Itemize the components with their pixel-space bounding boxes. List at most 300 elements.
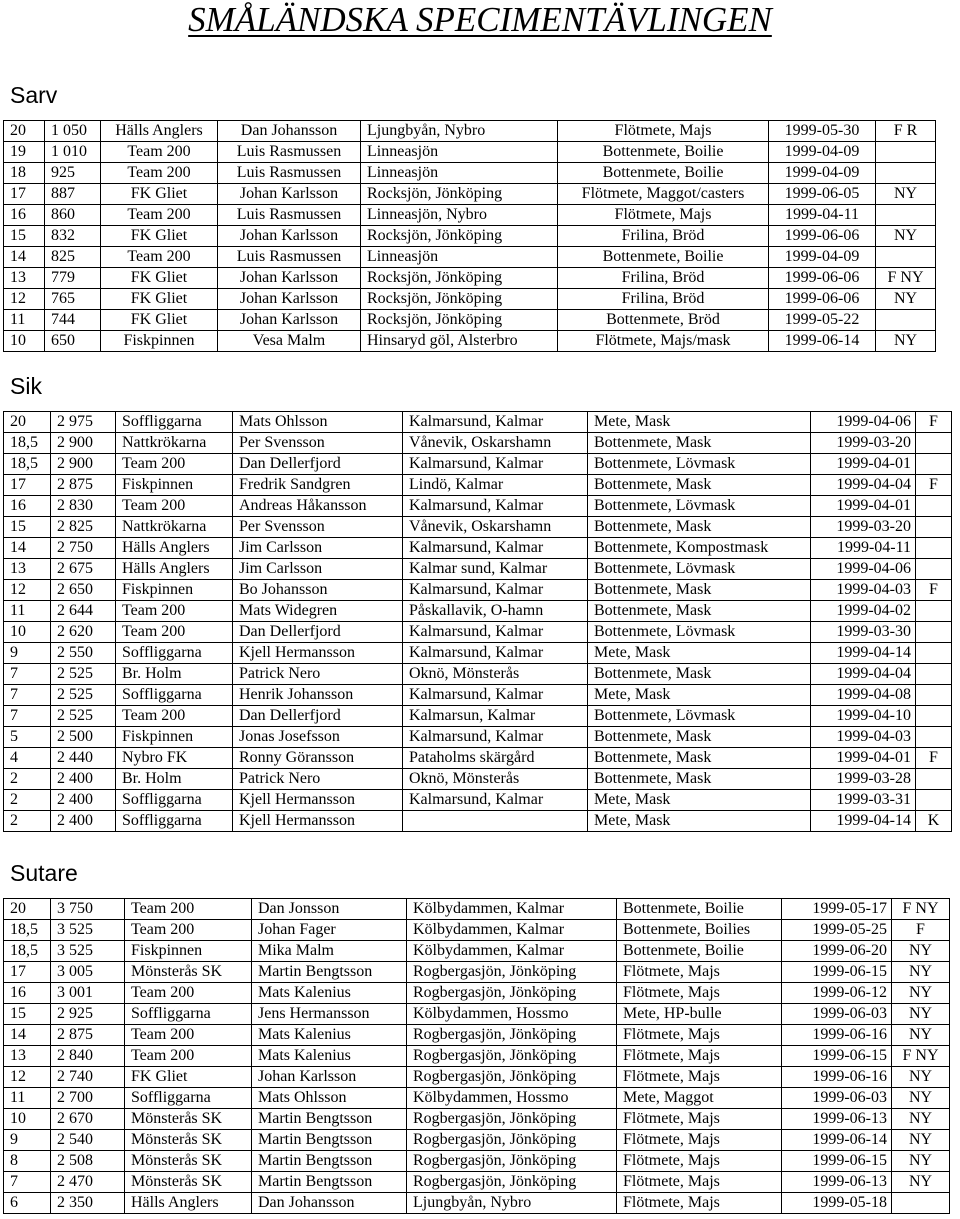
weight-cell: 2 350: [51, 1193, 125, 1214]
date-cell: 1999-04-09: [769, 163, 876, 184]
method-cell: Flötmete, Majs: [617, 1109, 782, 1130]
angler-cell: Fredrik Sandgren: [233, 475, 403, 496]
club-cell: Fiskpinnen: [116, 475, 233, 496]
points-cell: 17: [4, 184, 45, 205]
method-cell: Flötmete, Majs: [617, 1151, 782, 1172]
method-cell: Mete, Mask: [588, 685, 811, 706]
weight-cell: 2 470: [51, 1172, 125, 1193]
table-row: [4, 1193, 950, 1214]
method-cell: Bottenmete, Mask: [588, 475, 811, 496]
angler-cell: Johan Karlsson: [218, 226, 361, 247]
date-cell: 1999-04-04: [811, 664, 916, 685]
angler-cell: Johan Karlsson: [218, 184, 361, 205]
weight-cell: 2 400: [51, 769, 116, 790]
note-cell: NY: [892, 1025, 950, 1046]
angler-cell: Per Svensson: [233, 517, 403, 538]
club-cell: Soffliggarna: [116, 685, 233, 706]
note-cell: [876, 163, 936, 184]
date-cell: 1999-05-30: [769, 121, 876, 142]
weight-cell: 2 508: [51, 1151, 125, 1172]
note-cell: NY: [876, 226, 936, 247]
table-row: [4, 1025, 950, 1046]
date-cell: 1999-04-03: [811, 580, 916, 601]
points-cell: 2: [4, 811, 51, 832]
points-cell: 16: [4, 205, 45, 226]
angler-cell: Luis Rasmussen: [218, 247, 361, 268]
location-cell: Kalmarsund, Kalmar: [403, 412, 588, 433]
points-cell: 2: [4, 790, 51, 811]
points-cell: 14: [4, 538, 51, 559]
club-cell: Fiskpinnen: [125, 941, 252, 962]
angler-cell: Jonas Josefsson: [233, 727, 403, 748]
weight-cell: 2 750: [51, 538, 116, 559]
weight-cell: 650: [45, 331, 101, 352]
table-row: [4, 664, 952, 685]
weight-cell: 2 540: [51, 1130, 125, 1151]
club-cell: Team 200: [125, 983, 252, 1004]
table-row: [4, 1067, 950, 1088]
weight-cell: 2 525: [51, 664, 116, 685]
date-cell: 1999-04-08: [811, 685, 916, 706]
angler-cell: Jens Hermansson: [252, 1004, 407, 1025]
location-cell: Ljungbyån, Nybro: [361, 121, 558, 142]
location-cell: Kalmarsund, Kalmar: [403, 622, 588, 643]
table-row: [4, 580, 952, 601]
points-cell: 13: [4, 268, 45, 289]
weight-cell: 2 650: [51, 580, 116, 601]
club-cell: Team 200: [116, 601, 233, 622]
location-cell: Kalmarsund, Kalmar: [403, 727, 588, 748]
angler-cell: Dan Johansson: [252, 1193, 407, 1214]
location-cell: Linneasjön: [361, 163, 558, 184]
club-cell: FK Gliet: [101, 184, 218, 205]
club-cell: FK Gliet: [101, 268, 218, 289]
angler-cell: Dan Dellerfjord: [233, 622, 403, 643]
method-cell: Frilina, Bröd: [558, 289, 769, 310]
weight-cell: 765: [45, 289, 101, 310]
angler-cell: Martin Bengtsson: [252, 962, 407, 983]
method-cell: Bottenmete, Mask: [588, 517, 811, 538]
note-cell: [916, 559, 952, 580]
points-cell: 10: [4, 1109, 51, 1130]
club-cell: Fiskpinnen: [116, 580, 233, 601]
points-cell: 14: [4, 1025, 51, 1046]
points-cell: 7: [4, 685, 51, 706]
note-cell: NY: [892, 941, 950, 962]
date-cell: 1999-03-20: [811, 433, 916, 454]
points-cell: 4: [4, 748, 51, 769]
date-cell: 1999-03-20: [811, 517, 916, 538]
note-cell: [916, 790, 952, 811]
table-row: [4, 184, 936, 205]
weight-cell: 825: [45, 247, 101, 268]
note-cell: [916, 454, 952, 475]
club-cell: Nattkrökarna: [116, 517, 233, 538]
table-row: [4, 496, 952, 517]
location-cell: [403, 811, 588, 832]
weight-cell: 2 900: [51, 433, 116, 454]
date-cell: 1999-06-15: [782, 1046, 892, 1067]
weight-cell: 2 840: [51, 1046, 125, 1067]
angler-cell: Kjell Hermansson: [233, 811, 403, 832]
location-cell: Kalmarsund, Kalmar: [403, 538, 588, 559]
location-cell: Rogbergasjön, Jönköping: [407, 1130, 617, 1151]
method-cell: Flötmete, Maggot/casters: [558, 184, 769, 205]
note-cell: [916, 496, 952, 517]
table-row: [4, 1172, 950, 1193]
angler-cell: Henrik Johansson: [233, 685, 403, 706]
location-cell: Vånevik, Oskarshamn: [403, 433, 588, 454]
method-cell: Bottenmete, Mask: [588, 580, 811, 601]
table-row: [4, 1130, 950, 1151]
date-cell: 1999-04-14: [811, 643, 916, 664]
location-cell: Kölbydammen, Kalmar: [407, 920, 617, 941]
table-row: [4, 920, 950, 941]
points-cell: 18,5: [4, 454, 51, 475]
table-row: [4, 748, 952, 769]
points-cell: 18,5: [4, 433, 51, 454]
table-row: [4, 1046, 950, 1067]
points-cell: 18,5: [4, 941, 51, 962]
club-cell: Hälls Anglers: [125, 1193, 252, 1214]
sutare-table: [3, 898, 950, 1214]
location-cell: Kölbydammen, Kalmar: [407, 899, 617, 920]
method-cell: Frilina, Bröd: [558, 268, 769, 289]
angler-cell: Vesa Malm: [218, 331, 361, 352]
points-cell: 16: [4, 983, 51, 1004]
date-cell: 1999-04-10: [811, 706, 916, 727]
points-cell: 18: [4, 163, 45, 184]
method-cell: Flötmete, Majs: [558, 205, 769, 226]
date-cell: 1999-06-06: [769, 289, 876, 310]
points-cell: 13: [4, 1046, 51, 1067]
club-cell: Fiskpinnen: [116, 727, 233, 748]
note-cell: NY: [876, 331, 936, 352]
method-cell: Bottenmete, Boilies: [617, 920, 782, 941]
angler-cell: Jim Carlsson: [233, 559, 403, 580]
weight-cell: 2 900: [51, 454, 116, 475]
location-cell: Rogbergasjön, Jönköping: [407, 983, 617, 1004]
date-cell: 1999-04-09: [769, 247, 876, 268]
angler-cell: Martin Bengtsson: [252, 1151, 407, 1172]
date-cell: 1999-04-02: [811, 601, 916, 622]
note-cell: F NY: [876, 268, 936, 289]
location-cell: Kalmar sund, Kalmar: [403, 559, 588, 580]
points-cell: 12: [4, 580, 51, 601]
note-cell: NY: [892, 1067, 950, 1088]
location-cell: Kalmarsund, Kalmar: [403, 790, 588, 811]
weight-cell: 2 400: [51, 811, 116, 832]
table-row: [4, 142, 936, 163]
weight-cell: 2 550: [51, 643, 116, 664]
location-cell: Oknö, Mönsterås: [403, 769, 588, 790]
points-cell: 12: [4, 289, 45, 310]
table-row: [4, 769, 952, 790]
note-cell: [916, 664, 952, 685]
method-cell: Bottenmete, Mask: [588, 664, 811, 685]
angler-cell: Luis Rasmussen: [218, 142, 361, 163]
section-heading-sarv: Sarv: [10, 82, 58, 108]
points-cell: 17: [4, 475, 51, 496]
date-cell: 1999-04-04: [811, 475, 916, 496]
points-cell: 20: [4, 412, 51, 433]
table-row: [4, 643, 952, 664]
angler-cell: Martin Bengtsson: [252, 1130, 407, 1151]
page-title: SMÅLÄNDSKA SPECIMENTÄVLINGEN: [188, 0, 772, 39]
location-cell: Rocksjön, Jönköping: [361, 289, 558, 310]
method-cell: Flötmete, Majs: [617, 1172, 782, 1193]
angler-cell: Mats Kalenius: [252, 1046, 407, 1067]
table-row: [4, 790, 952, 811]
note-cell: NY: [892, 1004, 950, 1025]
method-cell: Bottenmete, Mask: [588, 769, 811, 790]
weight-cell: 3 525: [51, 920, 125, 941]
weight-cell: 2 525: [51, 685, 116, 706]
table-row: [4, 1151, 950, 1172]
club-cell: Mönsterås SK: [125, 1172, 252, 1193]
weight-cell: 3 750: [51, 899, 125, 920]
date-cell: 1999-04-06: [811, 559, 916, 580]
points-cell: 11: [4, 310, 45, 331]
date-cell: 1999-06-16: [782, 1067, 892, 1088]
points-cell: 10: [4, 622, 51, 643]
note-cell: [916, 433, 952, 454]
points-cell: 19: [4, 142, 45, 163]
weight-cell: 2 700: [51, 1088, 125, 1109]
method-cell: Bottenmete, Lövmask: [588, 706, 811, 727]
angler-cell: Luis Rasmussen: [218, 205, 361, 226]
method-cell: Flötmete, Majs: [617, 1067, 782, 1088]
method-cell: Bottenmete, Mask: [588, 727, 811, 748]
method-cell: Bottenmete, Lövmask: [588, 622, 811, 643]
method-cell: Flötmete, Majs: [617, 1193, 782, 1214]
club-cell: Team 200: [101, 163, 218, 184]
table-row: [4, 205, 936, 226]
points-cell: 7: [4, 664, 51, 685]
angler-cell: Patrick Nero: [233, 664, 403, 685]
points-cell: 17: [4, 962, 51, 983]
location-cell: Kalmarsund, Kalmar: [403, 685, 588, 706]
location-cell: Kölbydammen, Kalmar: [407, 941, 617, 962]
angler-cell: Martin Bengtsson: [252, 1172, 407, 1193]
angler-cell: Jim Carlsson: [233, 538, 403, 559]
method-cell: Bottenmete, Boilie: [558, 142, 769, 163]
location-cell: Linneasjön: [361, 142, 558, 163]
club-cell: Soffliggarna: [116, 643, 233, 664]
angler-cell: Dan Dellerfjord: [233, 706, 403, 727]
table-row: [4, 412, 952, 433]
table-row: [4, 163, 936, 184]
points-cell: 11: [4, 1088, 51, 1109]
method-cell: Bottenmete, Lövmask: [588, 454, 811, 475]
method-cell: Flötmete, Majs: [558, 121, 769, 142]
table-row: [4, 289, 936, 310]
date-cell: 1999-04-09: [769, 142, 876, 163]
weight-cell: 1 010: [45, 142, 101, 163]
table-row: [4, 475, 952, 496]
note-cell: NY: [892, 962, 950, 983]
club-cell: Fiskpinnen: [101, 331, 218, 352]
location-cell: Rogbergasjön, Jönköping: [407, 1067, 617, 1088]
angler-cell: Mats Kalenius: [252, 983, 407, 1004]
weight-cell: 2 644: [51, 601, 116, 622]
angler-cell: Ronny Göransson: [233, 748, 403, 769]
table-row: [4, 601, 952, 622]
table-row: [4, 706, 952, 727]
club-cell: Team 200: [116, 454, 233, 475]
angler-cell: Johan Fager: [252, 920, 407, 941]
table-row: [4, 454, 952, 475]
location-cell: Kalmarsund, Kalmar: [403, 580, 588, 601]
table-row: [4, 685, 952, 706]
method-cell: Flötmete, Majs: [617, 1025, 782, 1046]
location-cell: Rocksjön, Jönköping: [361, 310, 558, 331]
date-cell: 1999-06-03: [782, 1004, 892, 1025]
club-cell: Br. Holm: [116, 664, 233, 685]
weight-cell: 1 050: [45, 121, 101, 142]
points-cell: 9: [4, 643, 51, 664]
weight-cell: 2 670: [51, 1109, 125, 1130]
note-cell: [916, 517, 952, 538]
table-row: [4, 433, 952, 454]
note-cell: F: [916, 475, 952, 496]
points-cell: 20: [4, 899, 51, 920]
date-cell: 1999-06-13: [782, 1172, 892, 1193]
note-cell: NY: [892, 983, 950, 1004]
location-cell: Rogbergasjön, Jönköping: [407, 1172, 617, 1193]
note-cell: F: [916, 580, 952, 601]
points-cell: 10: [4, 331, 45, 352]
note-cell: [916, 706, 952, 727]
method-cell: Flötmete, Majs/mask: [558, 331, 769, 352]
weight-cell: 2 675: [51, 559, 116, 580]
angler-cell: Mats Kalenius: [252, 1025, 407, 1046]
weight-cell: 3 001: [51, 983, 125, 1004]
points-cell: 11: [4, 601, 51, 622]
location-cell: Kalmarsun, Kalmar: [403, 706, 588, 727]
date-cell: 1999-06-03: [782, 1088, 892, 1109]
club-cell: FK Gliet: [101, 226, 218, 247]
weight-cell: 3 005: [51, 962, 125, 983]
angler-cell: Per Svensson: [233, 433, 403, 454]
table-row: [4, 226, 936, 247]
angler-cell: Mats Ohlsson: [233, 412, 403, 433]
date-cell: 1999-06-15: [782, 962, 892, 983]
points-cell: 6: [4, 1193, 51, 1214]
note-cell: NY: [892, 1172, 950, 1193]
club-cell: Team 200: [125, 1025, 252, 1046]
weight-cell: 2 620: [51, 622, 116, 643]
club-cell: Br. Holm: [116, 769, 233, 790]
angler-cell: Johan Karlsson: [252, 1067, 407, 1088]
weight-cell: 2 740: [51, 1067, 125, 1088]
club-cell: Soffliggarna: [125, 1004, 252, 1025]
club-cell: Mönsterås SK: [125, 1130, 252, 1151]
method-cell: Mete, Maggot: [617, 1088, 782, 1109]
points-cell: 13: [4, 559, 51, 580]
note-cell: F NY: [892, 1046, 950, 1067]
points-cell: 12: [4, 1067, 51, 1088]
date-cell: 1999-03-31: [811, 790, 916, 811]
club-cell: FK Gliet: [101, 310, 218, 331]
club-cell: Hälls Anglers: [101, 121, 218, 142]
weight-cell: 779: [45, 268, 101, 289]
points-cell: 15: [4, 1004, 51, 1025]
weight-cell: 887: [45, 184, 101, 205]
method-cell: Mete, Mask: [588, 643, 811, 664]
club-cell: Team 200: [116, 706, 233, 727]
note-cell: F R: [876, 121, 936, 142]
points-cell: 2: [4, 769, 51, 790]
note-cell: NY: [892, 1109, 950, 1130]
weight-cell: 2 825: [51, 517, 116, 538]
angler-cell: Kjell Hermansson: [233, 790, 403, 811]
method-cell: Bottenmete, Boilie: [558, 247, 769, 268]
angler-cell: Johan Karlsson: [218, 310, 361, 331]
club-cell: Soffliggarna: [116, 412, 233, 433]
sik-table: [3, 411, 952, 832]
note-cell: F: [916, 412, 952, 433]
location-cell: Ljungbyån, Nybro: [407, 1193, 617, 1214]
method-cell: Bottenmete, Lövmask: [588, 496, 811, 517]
note-cell: NY: [892, 1151, 950, 1172]
club-cell: Hälls Anglers: [116, 538, 233, 559]
club-cell: Mönsterås SK: [125, 1151, 252, 1172]
note-cell: [876, 142, 936, 163]
club-cell: Nattkrökarna: [116, 433, 233, 454]
method-cell: Bottenmete, Lövmask: [588, 559, 811, 580]
club-cell: Soffliggarna: [116, 790, 233, 811]
table-row: [4, 1109, 950, 1130]
location-cell: Påskallavik, O-hamn: [403, 601, 588, 622]
method-cell: Flötmete, Majs: [617, 983, 782, 1004]
club-cell: Mönsterås SK: [125, 1109, 252, 1130]
angler-cell: Andreas Håkansson: [233, 496, 403, 517]
table-row: [4, 517, 952, 538]
club-cell: Team 200: [125, 1046, 252, 1067]
table-row: [4, 727, 952, 748]
table-row: [4, 559, 952, 580]
method-cell: Bottenmete, Kompostmask: [588, 538, 811, 559]
note-cell: [916, 727, 952, 748]
location-cell: Rogbergasjön, Jönköping: [407, 1046, 617, 1067]
location-cell: Hinsaryd göl, Alsterbro: [361, 331, 558, 352]
location-cell: Oknö, Mönsterås: [403, 664, 588, 685]
method-cell: Bottenmete, Bröd: [558, 310, 769, 331]
note-cell: [916, 622, 952, 643]
method-cell: Flötmete, Majs: [617, 962, 782, 983]
note-cell: [916, 769, 952, 790]
note-cell: NY: [892, 1088, 950, 1109]
date-cell: 1999-04-06: [811, 412, 916, 433]
club-cell: Nybro FK: [116, 748, 233, 769]
method-cell: Bottenmete, Mask: [588, 601, 811, 622]
date-cell: 1999-04-01: [811, 748, 916, 769]
table-row: [4, 983, 950, 1004]
date-cell: 1999-06-06: [769, 268, 876, 289]
section-heading-sutare: Sutare: [10, 860, 78, 886]
note-cell: NY: [876, 289, 936, 310]
date-cell: 1999-03-30: [811, 622, 916, 643]
weight-cell: 2 830: [51, 496, 116, 517]
angler-cell: Dan Johansson: [218, 121, 361, 142]
location-cell: Linneasjön: [361, 247, 558, 268]
method-cell: Bottenmete, Boilie: [558, 163, 769, 184]
note-cell: NY: [876, 184, 936, 205]
table-row: [4, 121, 936, 142]
location-cell: Rogbergasjön, Jönköping: [407, 962, 617, 983]
weight-cell: 860: [45, 205, 101, 226]
